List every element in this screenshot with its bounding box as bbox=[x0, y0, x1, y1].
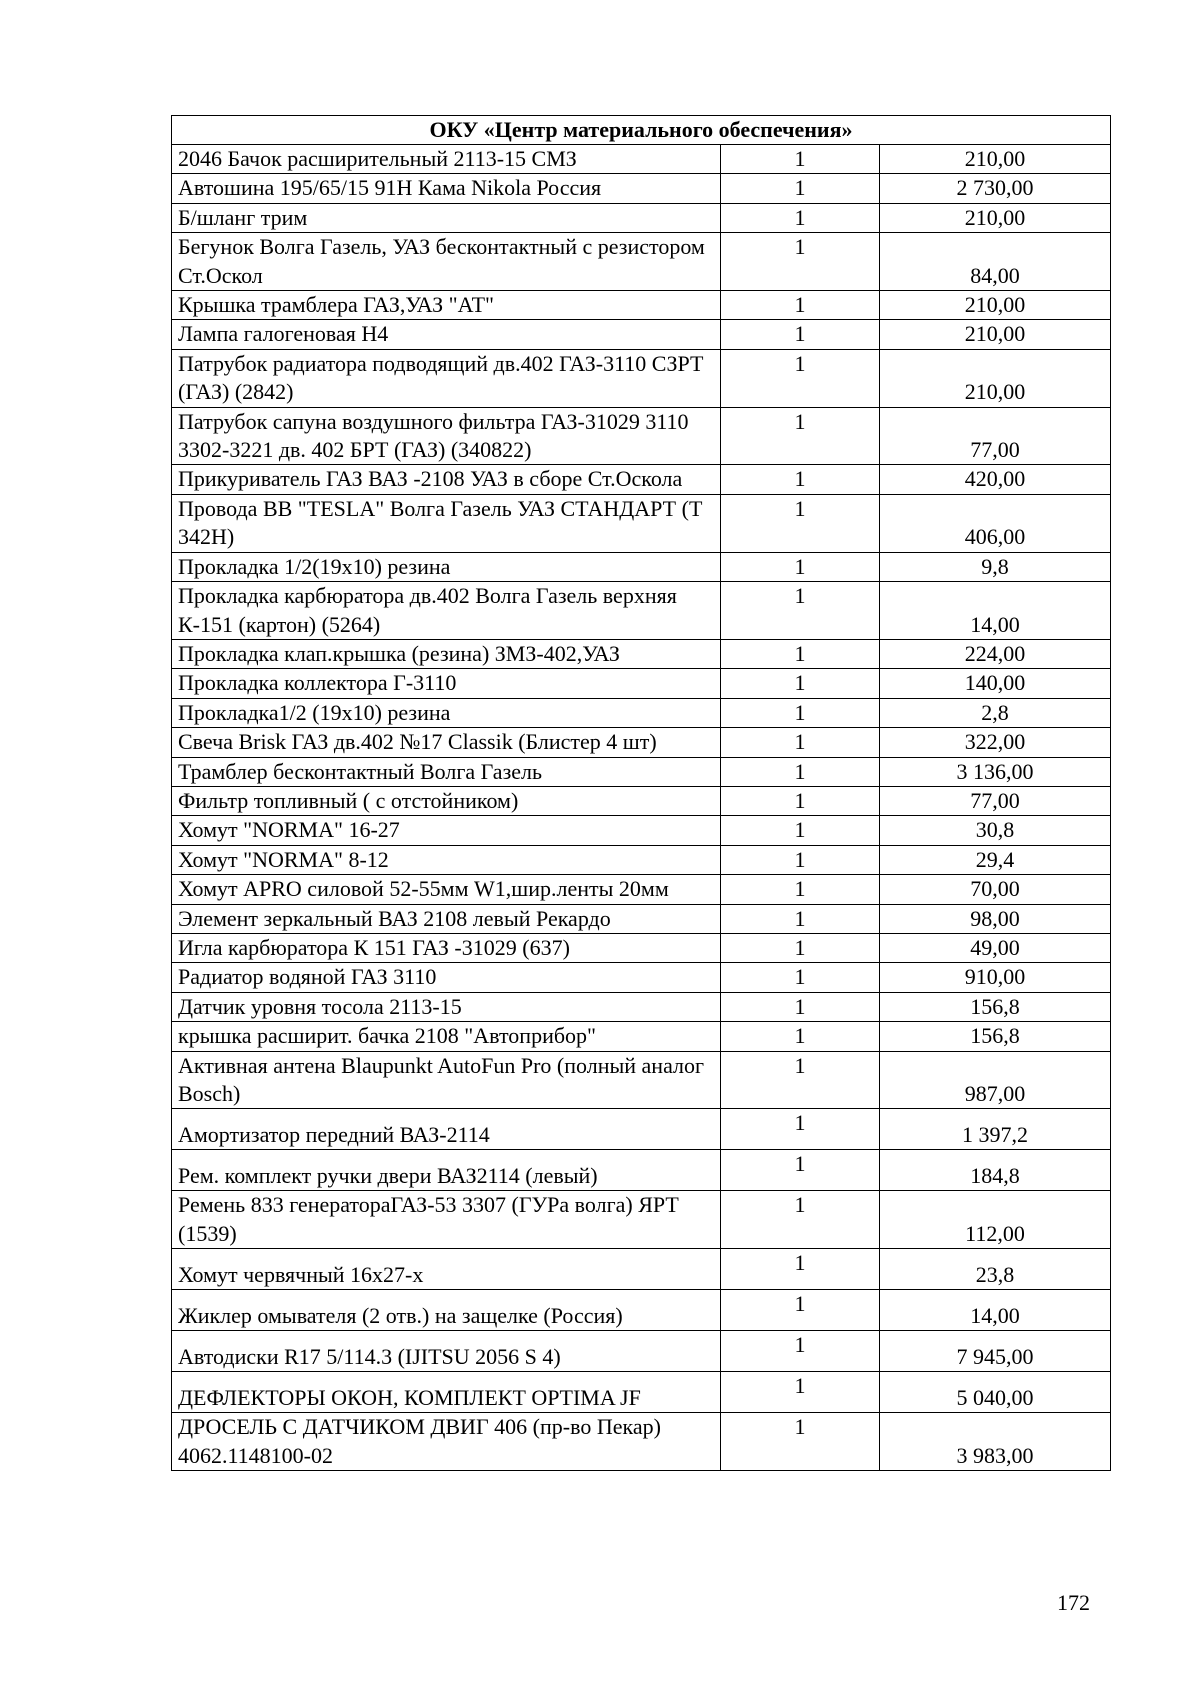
item-price-cell: 29,4 bbox=[880, 845, 1111, 874]
item-name-cell: Патрубок сапуна воздушного фильтра ГАЗ-31029 3110 3302-3221 дв. 402 БРТ (ГАЗ) (340822) bbox=[172, 407, 721, 465]
table-row bbox=[172, 1249, 1111, 1290]
item-qty-cell: 1 bbox=[721, 291, 880, 320]
item-price-cell: 9,8 bbox=[880, 552, 1111, 581]
item-price-cell: 140,00 bbox=[880, 669, 1111, 698]
item-name-cell: ДРОСЕЛЬ С ДАТЧИКОМ ДВИГ 406 (пр-во Пекар) 4062.1148100-02 bbox=[172, 1413, 721, 1471]
item-name-cell: Игла карбюратора К 151 ГАЗ -31029 (637) bbox=[172, 933, 721, 962]
table-row bbox=[172, 320, 1111, 349]
item-name-cell: Крышка трамблера ГАЗ,УАЗ "АТ" bbox=[172, 291, 721, 320]
item-price-cell: 70,00 bbox=[880, 875, 1111, 904]
item-qty-cell: 1 bbox=[721, 1372, 880, 1413]
table-row bbox=[172, 1331, 1111, 1372]
table-row bbox=[172, 669, 1111, 698]
item-qty-cell: 1 bbox=[721, 494, 880, 552]
item-price-cell: 3 136,00 bbox=[880, 757, 1111, 786]
item-name-cell: Фильтр топливный ( с отстойником) bbox=[172, 786, 721, 815]
item-name-cell: Датчик уровня тосола 2113-15 bbox=[172, 992, 721, 1021]
table-row bbox=[172, 552, 1111, 581]
item-price-cell: 210,00 bbox=[880, 349, 1111, 407]
item-price-cell: 322,00 bbox=[880, 728, 1111, 757]
organization-header: ОКУ «Центр материального обеспечения» bbox=[172, 116, 1111, 145]
item-name-cell: Автошина 195/65/15 91Н Кама Nikola Россия bbox=[172, 174, 721, 203]
item-price-cell: 7 945,00 bbox=[880, 1331, 1111, 1372]
table-row bbox=[172, 933, 1111, 962]
table-row bbox=[172, 349, 1111, 407]
table-row bbox=[172, 698, 1111, 727]
item-qty-cell: 1 bbox=[721, 1191, 880, 1249]
table-row bbox=[172, 757, 1111, 786]
item-name-cell: Радиатор водяной ГАЗ 3110 bbox=[172, 963, 721, 992]
table-row bbox=[172, 203, 1111, 232]
item-qty-cell: 1 bbox=[721, 816, 880, 845]
table-row bbox=[172, 407, 1111, 465]
item-qty-cell: 1 bbox=[721, 786, 880, 815]
item-price-cell: 210,00 bbox=[880, 145, 1111, 174]
item-qty-cell: 1 bbox=[721, 1150, 880, 1191]
item-name-cell: Хомут APRO силовой 52-55мм W1,шир.ленты 20мм bbox=[172, 875, 721, 904]
table-row bbox=[172, 1150, 1111, 1191]
table-row bbox=[172, 582, 1111, 640]
item-name-cell: Амортизатор передний ВАЗ-2114 bbox=[172, 1109, 721, 1150]
item-price-cell: 112,00 bbox=[880, 1191, 1111, 1249]
item-name-cell: Ремень 833 генератораГАЗ-53 3307 (ГУРа волга) ЯРТ (1539) bbox=[172, 1191, 721, 1249]
item-qty-cell: 1 bbox=[721, 963, 880, 992]
table-row bbox=[172, 963, 1111, 992]
table-row bbox=[172, 291, 1111, 320]
item-qty-cell: 1 bbox=[721, 875, 880, 904]
item-price-cell: 2,8 bbox=[880, 698, 1111, 727]
item-name-cell: Патрубок радиатора подводящий дв.402 ГАЗ-3110 СЗРТ (ГАЗ) (2842) bbox=[172, 349, 721, 407]
item-qty-cell: 1 bbox=[721, 552, 880, 581]
item-price-cell: 210,00 bbox=[880, 203, 1111, 232]
table-row bbox=[172, 904, 1111, 933]
table-row bbox=[172, 728, 1111, 757]
table-row bbox=[172, 233, 1111, 291]
table-row bbox=[172, 145, 1111, 174]
item-name-cell: Лампа галогеновая Н4 bbox=[172, 320, 721, 349]
table-row bbox=[172, 639, 1111, 668]
item-name-cell: Автодиски R17 5/114.3 (IJITSU 2056 S 4) bbox=[172, 1331, 721, 1372]
item-price-cell: 2 730,00 bbox=[880, 174, 1111, 203]
table-row bbox=[172, 992, 1111, 1021]
item-qty-cell: 1 bbox=[721, 933, 880, 962]
item-name-cell: Рем. комплект ручки двери ВАЗ2114 (левый) bbox=[172, 1150, 721, 1191]
item-price-cell: 77,00 bbox=[880, 407, 1111, 465]
item-qty-cell: 1 bbox=[721, 757, 880, 786]
item-price-cell: 14,00 bbox=[880, 582, 1111, 640]
item-name-cell: Хомут "NORMA" 8-12 bbox=[172, 845, 721, 874]
table-row bbox=[172, 1051, 1111, 1109]
item-name-cell: Прокладка карбюратора дв.402 Волга Газель верхняя К-151 (картон) (5264) bbox=[172, 582, 721, 640]
item-qty-cell: 1 bbox=[721, 320, 880, 349]
table-row bbox=[172, 1372, 1111, 1413]
item-name-cell: Бегунок Волга Газель, УАЗ бесконтактный с резистором Ст.Оскол bbox=[172, 233, 721, 291]
table-row bbox=[172, 1191, 1111, 1249]
item-qty-cell: 1 bbox=[721, 1051, 880, 1109]
item-price-cell: 184,8 bbox=[880, 1150, 1111, 1191]
item-qty-cell: 1 bbox=[721, 1331, 880, 1372]
item-name-cell: Прокладка 1/2(19x10) резина bbox=[172, 552, 721, 581]
item-price-cell: 98,00 bbox=[880, 904, 1111, 933]
item-name-cell: Трамблер бесконтактный Волга Газель bbox=[172, 757, 721, 786]
page-number: 172 bbox=[1057, 1590, 1090, 1615]
item-price-cell: 156,8 bbox=[880, 1022, 1111, 1051]
item-price-cell: 406,00 bbox=[880, 494, 1111, 552]
item-name-cell: Жиклер омывателя (2 отв.) на защелке (Россия) bbox=[172, 1290, 721, 1331]
item-name-cell: Свеча Brisk ГАЗ дв.402 №17 Classik (Блистер 4 шт) bbox=[172, 728, 721, 757]
item-name-cell: Хомут червячный 16х27-х bbox=[172, 1249, 721, 1290]
item-price-cell: 14,00 bbox=[880, 1290, 1111, 1331]
item-qty-cell: 1 bbox=[721, 407, 880, 465]
item-qty-cell: 1 bbox=[721, 992, 880, 1021]
item-qty-cell: 1 bbox=[721, 1290, 880, 1331]
table-row bbox=[172, 816, 1111, 845]
table-row bbox=[172, 465, 1111, 494]
item-qty-cell: 1 bbox=[721, 669, 880, 698]
item-price-cell: 5 040,00 bbox=[880, 1372, 1111, 1413]
item-qty-cell: 1 bbox=[721, 639, 880, 668]
item-qty-cell: 1 bbox=[721, 1022, 880, 1051]
table-row bbox=[172, 1413, 1111, 1471]
item-qty-cell: 1 bbox=[721, 465, 880, 494]
item-qty-cell: 1 bbox=[721, 1249, 880, 1290]
item-price-cell: 420,00 bbox=[880, 465, 1111, 494]
item-price-cell: 77,00 bbox=[880, 786, 1111, 815]
item-price-cell: 156,8 bbox=[880, 992, 1111, 1021]
item-price-cell: 23,8 bbox=[880, 1249, 1111, 1290]
item-price-cell: 987,00 bbox=[880, 1051, 1111, 1109]
item-qty-cell: 1 bbox=[721, 203, 880, 232]
item-name-cell: Элемент зеркальный ВАЗ 2108 левый Рекардо bbox=[172, 904, 721, 933]
item-name-cell: Провода ВВ "TESLA" Волга Газель УАЗ СТАНДАРТ (Т 342Н) bbox=[172, 494, 721, 552]
table-row bbox=[172, 494, 1111, 552]
item-price-cell: 49,00 bbox=[880, 933, 1111, 962]
table-row bbox=[172, 1290, 1111, 1331]
table-row bbox=[172, 875, 1111, 904]
item-name-cell: Активная антена Blaupunkt AutoFun Pro (полный аналог Bosch) bbox=[172, 1051, 721, 1109]
item-qty-cell: 1 bbox=[721, 845, 880, 874]
item-qty-cell: 1 bbox=[721, 1413, 880, 1471]
item-qty-cell: 1 bbox=[721, 698, 880, 727]
item-qty-cell: 1 bbox=[721, 233, 880, 291]
item-price-cell: 210,00 bbox=[880, 320, 1111, 349]
item-price-cell: 910,00 bbox=[880, 963, 1111, 992]
item-qty-cell: 1 bbox=[721, 145, 880, 174]
table-row bbox=[172, 1022, 1111, 1051]
item-qty-cell: 1 bbox=[721, 174, 880, 203]
item-qty-cell: 1 bbox=[721, 582, 880, 640]
item-price-cell: 210,00 bbox=[880, 291, 1111, 320]
item-qty-cell: 1 bbox=[721, 728, 880, 757]
table-row bbox=[172, 845, 1111, 874]
table-header-row bbox=[172, 116, 1111, 145]
item-qty-cell: 1 bbox=[721, 1109, 880, 1150]
item-qty-cell: 1 bbox=[721, 904, 880, 933]
item-name-cell: ДЕФЛЕКТОРЫ ОКОН, КОМПЛЕКТ OPTIMA JF bbox=[172, 1372, 721, 1413]
table-row bbox=[172, 786, 1111, 815]
item-name-cell: 2046 Бачок расширительный 2113-15 СМЗ bbox=[172, 145, 721, 174]
item-name-cell: Прокладка1/2 (19x10) резина bbox=[172, 698, 721, 727]
item-name-cell: Прокладка клап.крышка (резина) ЗМЗ-402,УАЗ bbox=[172, 639, 721, 668]
item-name-cell: Б/шланг трим bbox=[172, 203, 721, 232]
item-name-cell: Прокладка коллектора Г-3110 bbox=[172, 669, 721, 698]
table-row bbox=[172, 1109, 1111, 1150]
item-name-cell: Прикуриватель ГАЗ ВАЗ -2108 УАЗ в сборе Ст.Оскола bbox=[172, 465, 721, 494]
item-name-cell: крышка расширит. бачка 2108 "Автоприбор" bbox=[172, 1022, 721, 1051]
items-table bbox=[171, 115, 1111, 1471]
item-qty-cell: 1 bbox=[721, 349, 880, 407]
item-price-cell: 3 983,00 bbox=[880, 1413, 1111, 1471]
table-row bbox=[172, 174, 1111, 203]
item-price-cell: 224,00 bbox=[880, 639, 1111, 668]
item-price-cell: 84,00 bbox=[880, 233, 1111, 291]
item-name-cell: Хомут "NORMA" 16-27 bbox=[172, 816, 721, 845]
item-price-cell: 30,8 bbox=[880, 816, 1111, 845]
item-price-cell: 1 397,2 bbox=[880, 1109, 1111, 1150]
